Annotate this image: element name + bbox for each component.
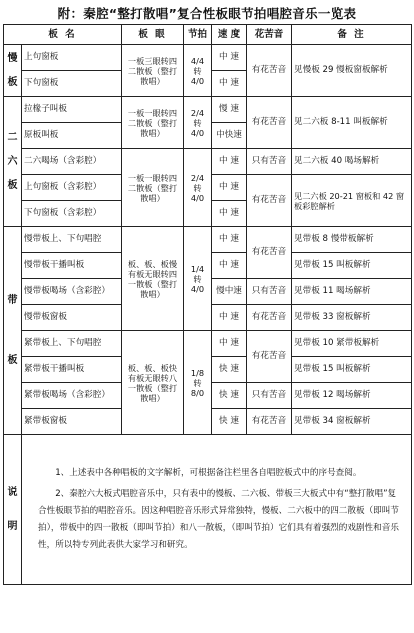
notes-row xyxy=(4,435,412,585)
row-name: 原板叫板 xyxy=(22,123,122,149)
row-name: 下句窗板 xyxy=(22,71,122,97)
row-speed: 中 速 xyxy=(212,149,247,175)
row-note: 见带板 34 窗板解析 xyxy=(292,409,412,435)
row-huaku: 有花苦音 xyxy=(247,45,292,97)
table-row xyxy=(4,331,412,357)
row-name: 上句窗板（含彩腔） xyxy=(22,175,122,201)
row-speed: 快 速 xyxy=(212,409,247,435)
row-name: 紧带板喝场（含彩腔） xyxy=(22,383,122,409)
row-beat: 4/4 转 4/0 xyxy=(184,45,212,97)
row-speed: 慢 速 xyxy=(212,97,247,123)
row-speed: 中快速 xyxy=(212,123,247,149)
row-note: 见带板 15 叫板解析 xyxy=(292,253,412,279)
header-bei-zhu: 备 注 xyxy=(292,25,412,45)
row-banyan: 板、板、板慢有板无眼转四一散板（整打散唱） xyxy=(122,227,184,331)
header-hua-ku-yin: 花苦音 xyxy=(247,25,292,45)
row-speed: 中 速 xyxy=(212,201,247,227)
group-label-erliuban: 二六板 xyxy=(4,97,22,227)
row-huaku: 有花苦音 xyxy=(247,305,292,331)
row-huaku: 有花苦音 xyxy=(247,97,292,149)
row-speed: 慢中速 xyxy=(212,279,247,305)
row-name: 拉椽子叫板 xyxy=(22,97,122,123)
row-beat: 1/4 转 4/0 xyxy=(184,227,212,331)
row-name: 二六喝场（含彩腔） xyxy=(22,149,122,175)
group-label-manban: 慢板 xyxy=(4,45,22,97)
header-jie-pai: 节拍 xyxy=(184,25,212,45)
row-note: 见带板 15 叫板解析 xyxy=(292,357,412,383)
row-name: 紧带板上、下句唱腔 xyxy=(22,331,122,357)
row-name: 下句窗板（含彩腔） xyxy=(22,201,122,227)
row-note: 见带板 12 喝场解析 xyxy=(292,383,412,409)
group-label-daiban: 带板 xyxy=(4,227,22,435)
row-name: 慢带板上、下句唱腔 xyxy=(22,227,122,253)
row-note: 见带板 33 窗板解析 xyxy=(292,305,412,331)
row-huaku: 有花苦音 xyxy=(247,331,292,383)
row-speed: 中 速 xyxy=(212,227,247,253)
row-note: 见二六板 20-21 窗板和 42 窗板彩腔解析 xyxy=(292,175,412,227)
row-speed: 中 速 xyxy=(212,253,247,279)
row-note: 见慢板 29 慢板窗板解析 xyxy=(292,45,412,97)
row-banyan: 一板一眼转四二散板（整打散唱） xyxy=(122,97,184,149)
row-speed: 中 速 xyxy=(212,331,247,357)
row-huaku: 有花苦音 xyxy=(247,175,292,227)
row-huaku: 只有苦音 xyxy=(247,149,292,175)
row-note: 见带板 11 喝场解析 xyxy=(292,279,412,305)
row-speed: 中 速 xyxy=(212,45,247,71)
header-row xyxy=(4,25,412,45)
row-name: 紧带板干播叫板 xyxy=(22,357,122,383)
row-speed: 快 速 xyxy=(212,357,247,383)
row-name: 紧带板窗板 xyxy=(22,409,122,435)
row-name: 慢带板窗板 xyxy=(22,305,122,331)
table-row xyxy=(4,45,412,71)
row-speed: 中 速 xyxy=(212,71,247,97)
row-banyan: 一板一眼转四二散板（整打散唱） xyxy=(122,149,184,227)
row-beat: 2/4 转 4/0 xyxy=(184,149,212,227)
row-note: 见二六板 40 喝场解析 xyxy=(292,149,412,175)
row-beat: 2/4 转 4/0 xyxy=(184,97,212,149)
row-speed: 中 速 xyxy=(212,305,247,331)
table-row xyxy=(4,149,412,175)
row-beat: 1/8 转 8/0 xyxy=(184,331,212,435)
row-huaku: 只有苦音 xyxy=(247,383,292,409)
row-name: 上句窗板 xyxy=(22,45,122,71)
note-paragraph: 1、上述表中各种唱板的文字解析，可根据备注栏里各自唱腔板式中的序号查阅。 xyxy=(55,468,362,478)
notes-label: 说 明 xyxy=(4,435,22,585)
table-row xyxy=(4,227,412,253)
row-speed: 中 速 xyxy=(212,175,247,201)
header-ban-yan: 板 眼 xyxy=(122,25,184,45)
note-paragraph: 2、秦腔六大板式唱腔音乐中，只有表中的慢板、二六板、带板三大板式中有“整打散唱”复合性板眼节拍的唱腔音乐。因这种唱腔音乐形式异常独特，慢板、二六板中的四二散板（即叫节拍），带板中的四一散板（即叫节拍）和八一散板，（即叫节拍）它们具有着强烈的戏剧性和音乐性，所以特专列此表供大家学习和研究。 xyxy=(38,489,399,550)
row-huaku: 只有苦音 xyxy=(247,279,292,305)
row-banyan: 板、板、板快有板无眼转八一散板（整打散唱） xyxy=(122,331,184,435)
row-huaku: 有花苦音 xyxy=(247,227,292,279)
row-note: 见带板 10 紧带板解析 xyxy=(292,331,412,357)
row-speed: 快 速 xyxy=(212,383,247,409)
header-su-du: 速 度 xyxy=(212,25,247,45)
row-note: 见二六板 8-11 叫板解析 xyxy=(292,97,412,149)
page-title: 附：秦腔“整打散唱”复合性板眼节拍唱腔音乐一览表 xyxy=(57,6,357,21)
table-row xyxy=(4,97,412,123)
row-name: 慢带板喝场（含彩腔） xyxy=(22,279,122,305)
row-huaku: 有花苦音 xyxy=(247,409,292,435)
row-name: 慢带板干播叫板 xyxy=(22,253,122,279)
row-note: 见带板 8 慢带板解析 xyxy=(292,227,412,253)
notes-body xyxy=(22,435,412,585)
row-banyan: 一板三眼转四二散板（整打散唱） xyxy=(122,45,184,97)
summary-table xyxy=(3,24,412,585)
header-ban-ming: 板 名 xyxy=(4,25,122,45)
